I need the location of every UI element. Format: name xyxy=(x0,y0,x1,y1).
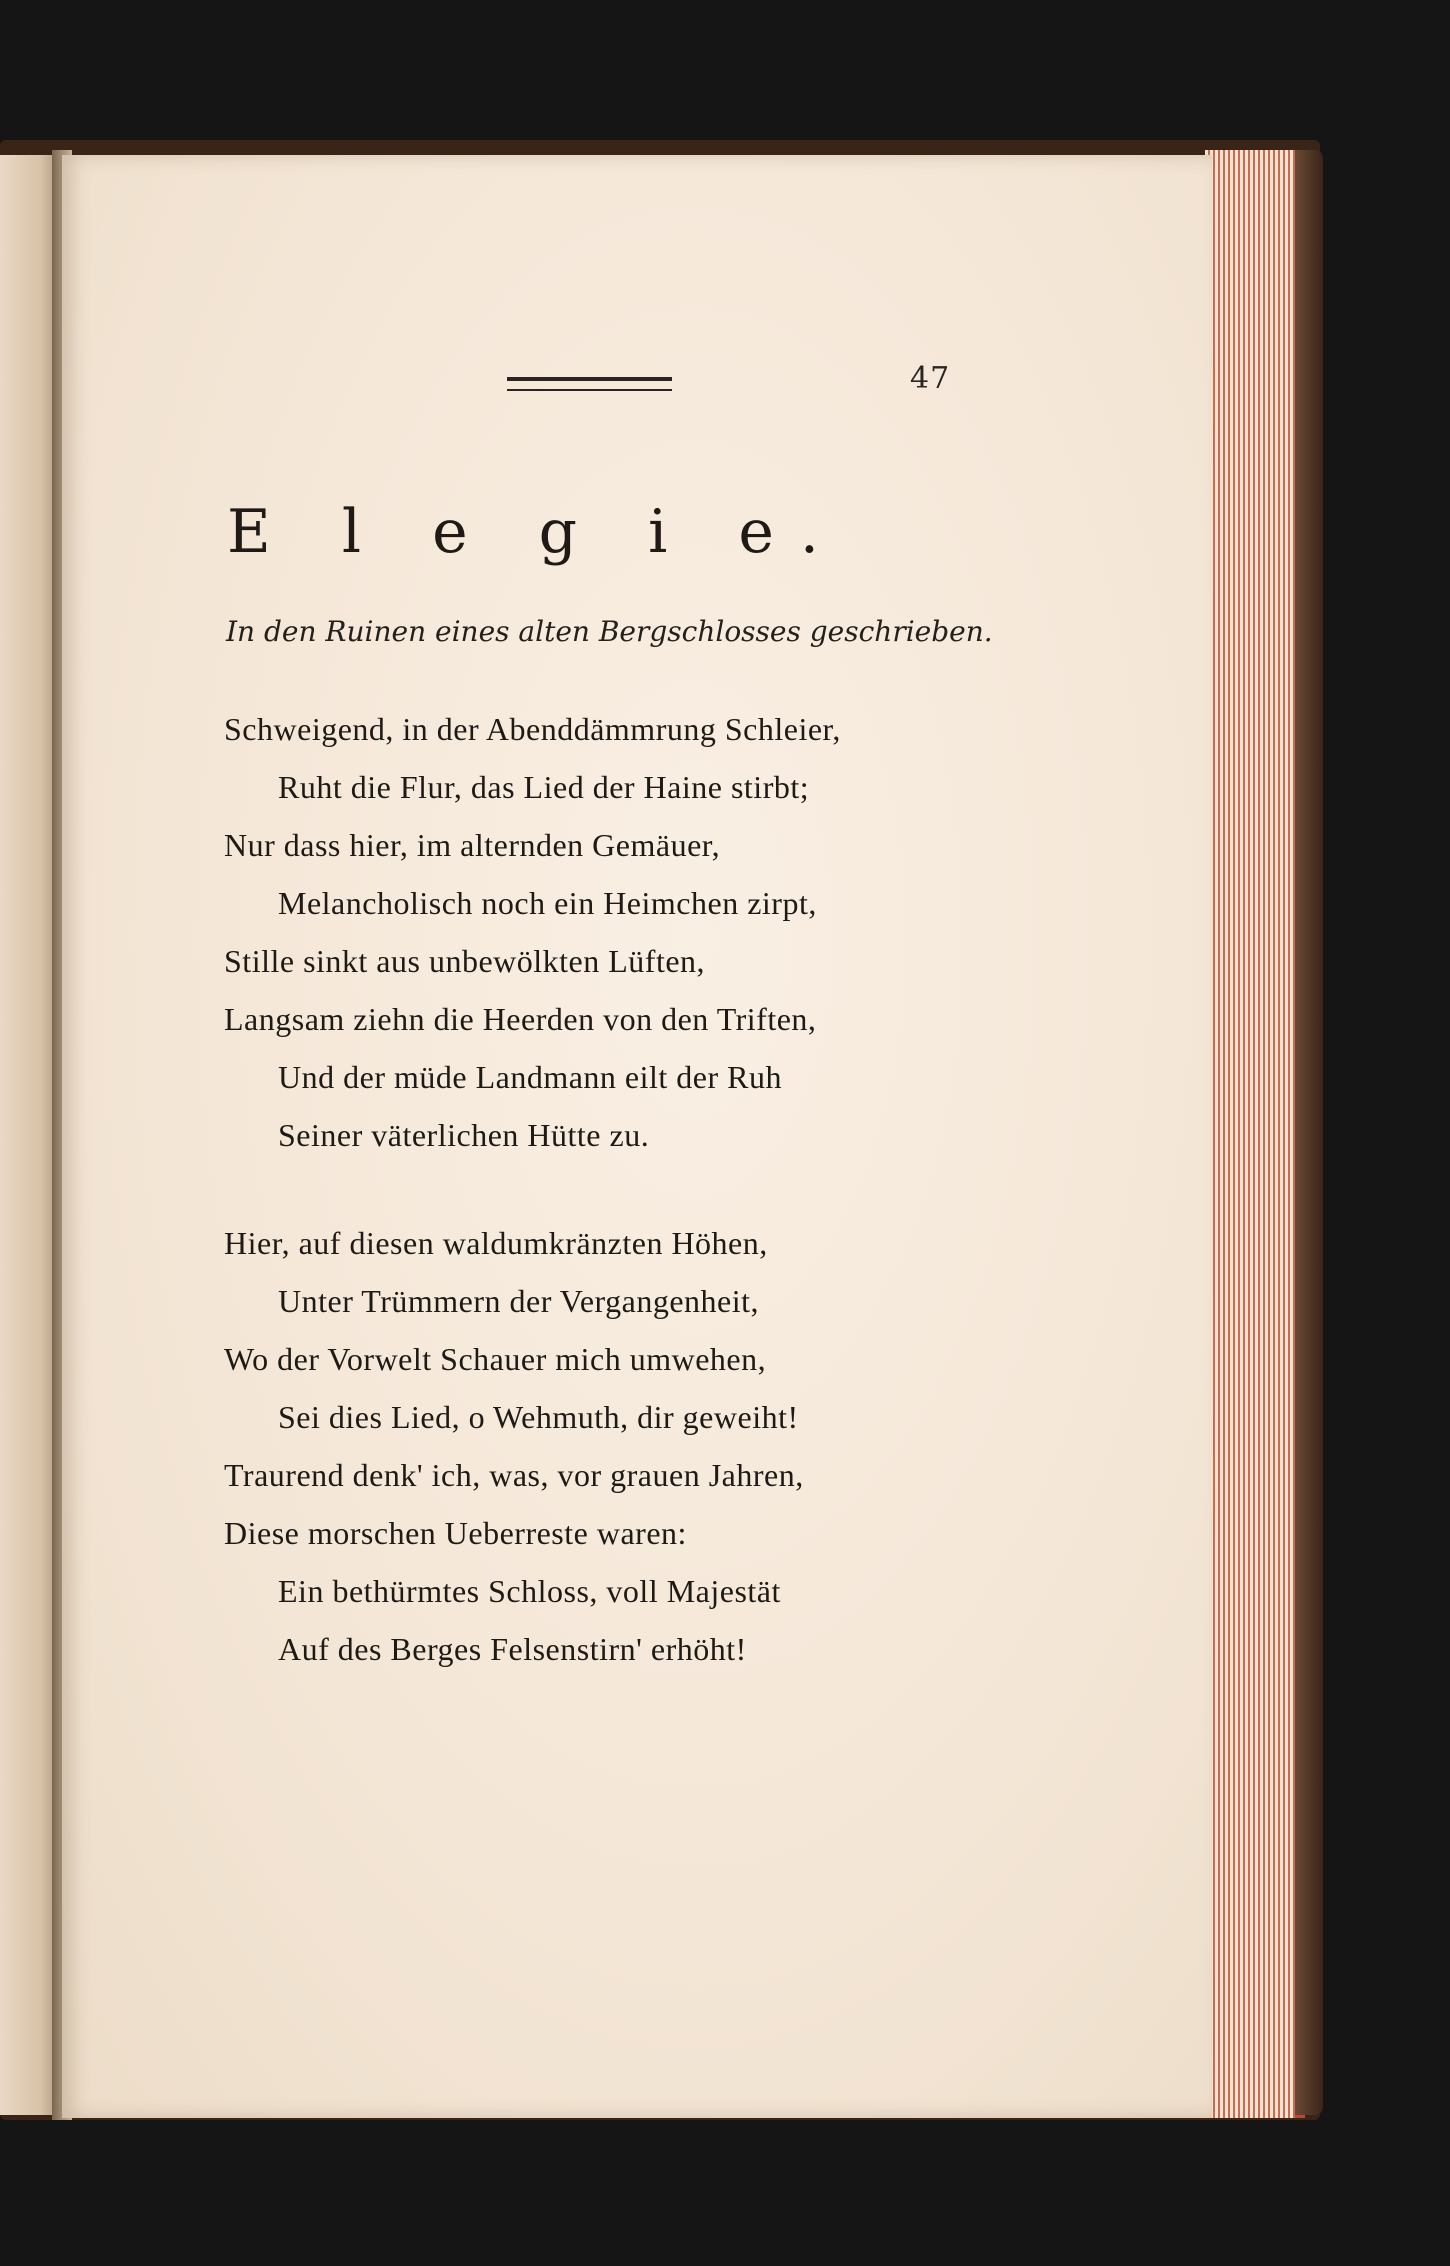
verse-line: Wo der Vorwelt Schauer mich umwehen, xyxy=(224,1341,767,1377)
verse-line: Stille sinkt aus unbewölkten Lüften, xyxy=(224,943,706,979)
verse-line: Ein bethürmtes Schloss, voll Majestät xyxy=(278,1573,781,1609)
verse-line: Traurend denk' ich, was, vor grauen Jahren, xyxy=(224,1457,804,1493)
verse-line: Und der müde Landmann eilt der Ruh xyxy=(278,1059,782,1095)
verse-line: Auf des Berges Felsenstirn' erhöht! xyxy=(278,1631,747,1667)
poem-title xyxy=(62,497,1212,567)
poem-title-text: E l e g i e. xyxy=(226,497,846,567)
verse-line: Seiner väterlichen Hütte zu. xyxy=(278,1117,650,1153)
left-page-edge xyxy=(0,155,58,2115)
verse-line: Langsam ziehn die Heerden von den Triften, xyxy=(224,1001,817,1037)
verse-line: Unter Trümmern der Vergangenheit, xyxy=(278,1283,760,1319)
verse-line: Schweigend, in der Abenddämmrung Schleier, xyxy=(224,711,841,747)
verse-line: Nur dass hier, im alternden Gemäuer, xyxy=(224,827,721,863)
page-edges xyxy=(1205,150,1305,2118)
page-number: 47 xyxy=(910,361,951,396)
verse-line: Sei dies Lied, o Wehmuth, dir geweiht! xyxy=(278,1399,799,1435)
header-rule xyxy=(507,377,672,391)
cover-edge xyxy=(1295,150,1323,2115)
verse-line: Ruht die Flur, das Lied der Haine stirbt; xyxy=(278,769,810,805)
book-page xyxy=(62,155,1212,2118)
poem-subtitle: In den Ruinen eines alten Bergschlosses geschrieben. xyxy=(226,615,993,648)
verse-line: Melancholisch noch ein Heimchen zirpt, xyxy=(278,885,817,921)
verse-line: Hier, auf diesen waldumkränzten Höhen, xyxy=(224,1225,768,1261)
verse-line: Diese morschen Ueberreste waren: xyxy=(224,1515,687,1551)
